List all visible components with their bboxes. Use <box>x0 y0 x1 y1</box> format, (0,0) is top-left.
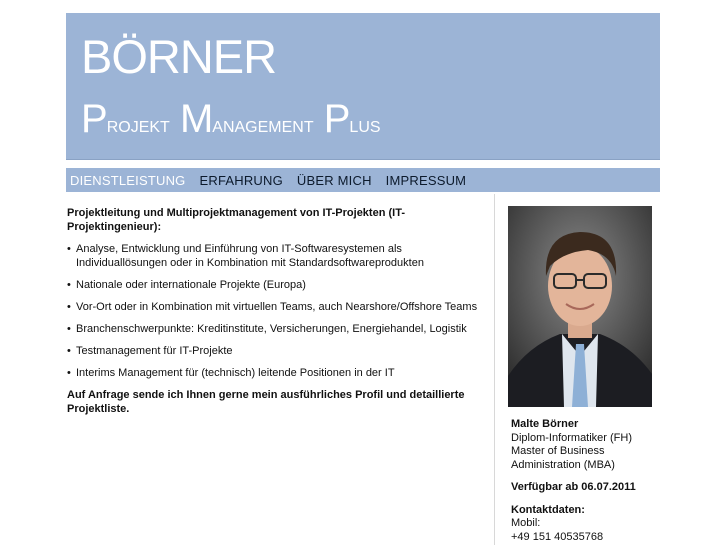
list-item: • Branchenschwerpunkte: Kreditinstitute, Versicherungen, Energiehandel, Logistik <box>67 322 487 336</box>
main-content <box>67 206 487 427</box>
availability: Verfügbar ab 06.07.2011 <box>511 481 636 493</box>
subtitle-cap-3: P <box>323 97 350 141</box>
contact-heading: Kontaktdaten: <box>511 503 585 516</box>
person-degree: Diplom-Informatiker (FH) <box>511 431 633 444</box>
subtitle-rest-2: ANAGEMENT <box>212 119 314 136</box>
list-item: • Interims Management für (technisch) leitende Positionen in der IT <box>67 366 487 380</box>
list-item: • Analyse, Entwicklung und Einführung von IT-Softwaresystemen als Individuallösungen oder in Kombination mit Standardsoftwareprodukten <box>67 242 487 270</box>
list-item: • Vor-Ort oder in Kombination mit virtuellen Teams, auch Nearshore/Offshore Teams <box>67 300 487 314</box>
nav-item-dienstleistung[interactable]: DIENSTLEISTUNG <box>70 172 186 188</box>
portrait-photo <box>508 206 652 407</box>
subtitle-cap-2: M <box>179 97 213 141</box>
subtitle-rest-3: LUS <box>349 119 381 136</box>
intro-text: Projektleitung und Multiprojektmanagement von IT-Projekten (IT-Projektingenieur): <box>67 207 405 233</box>
person-name: Malte Börner <box>511 418 579 430</box>
services-list <box>67 242 487 380</box>
subtitle-cap-1: P <box>81 97 107 141</box>
subtitle-rest-1: ROJEKT <box>106 119 170 136</box>
nav-item-erfahrung[interactable]: ERFAHRUNG <box>199 172 283 188</box>
brand-title: BÖRNER <box>81 30 277 83</box>
column-divider <box>494 194 495 545</box>
contact-sidebar <box>511 418 661 553</box>
site-header <box>66 13 660 160</box>
mobile-number[interactable]: +49 151 40535768 <box>511 530 604 543</box>
nav-item-ueber-mich[interactable]: ÜBER MICH <box>296 172 372 188</box>
portrait-icon <box>508 206 652 407</box>
person-mba: Master of Business Administration (MBA) <box>511 445 615 471</box>
mobile-label: Mobil: <box>511 517 541 529</box>
list-item: • Nationale oder internationale Projekte (Europa) <box>67 278 487 292</box>
nav-item-impressum[interactable]: IMPRESSUM <box>385 172 467 188</box>
brand-subtitle <box>81 97 381 150</box>
outro-text: Auf Anfrage sende ich Ihnen gerne mein ausführliches Profil und detaillierte Projektliste. <box>67 389 465 415</box>
main-nav <box>66 168 660 192</box>
list-item: • Testmanagement für IT-Projekte <box>67 344 487 358</box>
